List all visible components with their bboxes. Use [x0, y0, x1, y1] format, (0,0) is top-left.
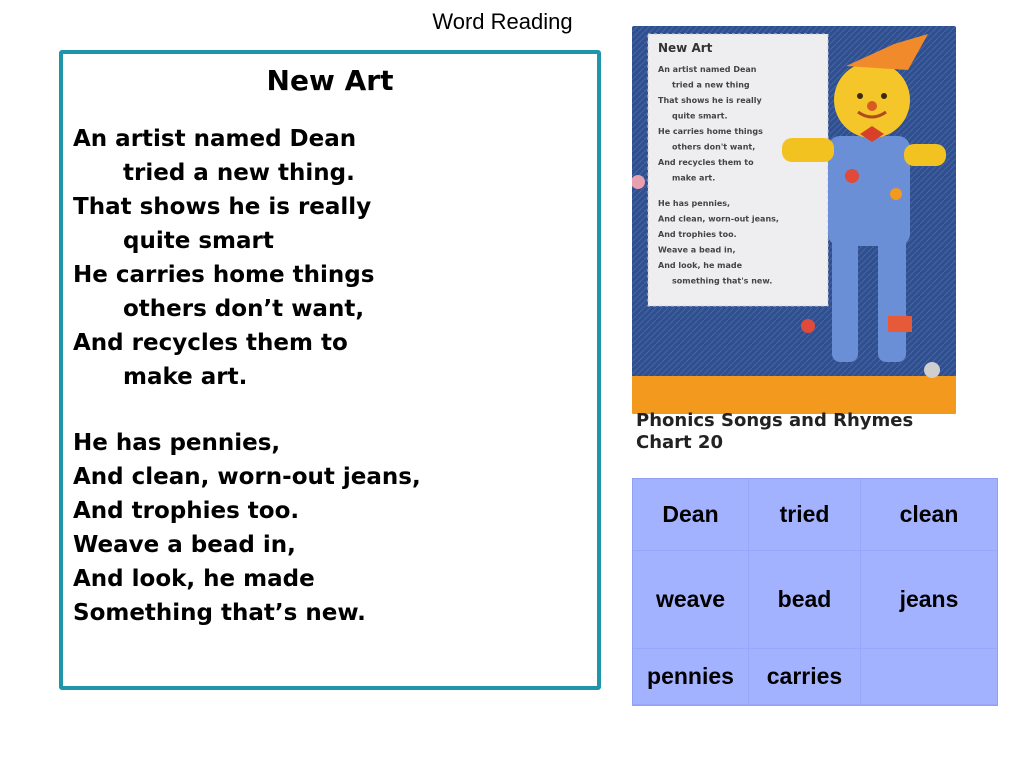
poem-line: That shows he is really	[73, 194, 372, 220]
poster-line: He carries home things	[658, 127, 763, 136]
right-arm	[904, 144, 946, 166]
word-cell: carries	[749, 649, 861, 705]
poem-line: He has pennies,	[73, 430, 281, 456]
word-cell: jeans	[861, 551, 997, 649]
poem-line: others don’t want,	[123, 296, 365, 322]
poem-stanza	[73, 122, 587, 394]
word-cell	[861, 649, 997, 705]
poster-line: An artist named Dean	[658, 65, 757, 74]
chart-illustration	[632, 26, 956, 414]
poster-line: And recycles them to	[658, 158, 754, 167]
patch	[888, 316, 912, 332]
poster-line: something that's new.	[672, 276, 773, 286]
poster-line: He has pennies,	[658, 199, 731, 208]
poem-line: tried a new thing.	[123, 160, 355, 186]
poster-line: others don't want,	[672, 142, 756, 152]
poem-line: An artist named Dean	[73, 126, 357, 152]
word-cell: weave	[633, 551, 749, 649]
caption-line-2: Chart 20	[636, 432, 723, 453]
poem-line: And recycles them to	[73, 330, 348, 356]
left-arm	[782, 138, 834, 162]
poem-box	[59, 50, 601, 690]
left-leg	[832, 232, 858, 362]
poster-line: And clean, worn-out jeans,	[658, 214, 779, 224]
right-leg	[878, 232, 906, 362]
button-icon	[845, 169, 859, 183]
poem-line: make art.	[123, 364, 248, 390]
poster-line: And trophies too.	[658, 230, 737, 239]
word-table	[632, 478, 998, 706]
poster-orange-band	[632, 376, 956, 414]
poster-line: make art.	[672, 173, 716, 183]
poem-line: And look, he made	[73, 566, 315, 592]
poem-line: He carries home things	[73, 262, 375, 288]
poem-line: Weave a bead in,	[73, 532, 296, 558]
caption-line-1: Phonics Songs and Rhymes	[636, 410, 914, 431]
poster-line: And look, he made	[658, 261, 743, 270]
poem-line: And clean, worn-out jeans,	[73, 464, 421, 490]
poster-line: Weave a bead in,	[658, 245, 736, 255]
poem-line: Something that’s new.	[73, 600, 366, 626]
poster-line: tried a new thing	[672, 80, 750, 90]
slide-title: Word Reading	[432, 9, 573, 34]
word-cell: Dean	[633, 479, 749, 551]
chart-image	[632, 26, 956, 414]
poem-title: New Art	[266, 64, 394, 97]
poster-line: That shows he is really	[658, 96, 762, 105]
word-cell: pennies	[633, 649, 749, 705]
poem-stanza	[73, 426, 587, 630]
chart-caption	[636, 410, 966, 454]
poster-title: New Art	[658, 41, 713, 55]
poem-line: And trophies too.	[73, 498, 300, 524]
word-cell: clean	[861, 479, 997, 551]
poem-body	[73, 122, 587, 630]
word-cell: tried	[749, 479, 861, 551]
poem-line: quite smart	[123, 228, 274, 254]
word-cell: bead	[749, 551, 861, 649]
poster-line: quite smart.	[672, 111, 728, 121]
